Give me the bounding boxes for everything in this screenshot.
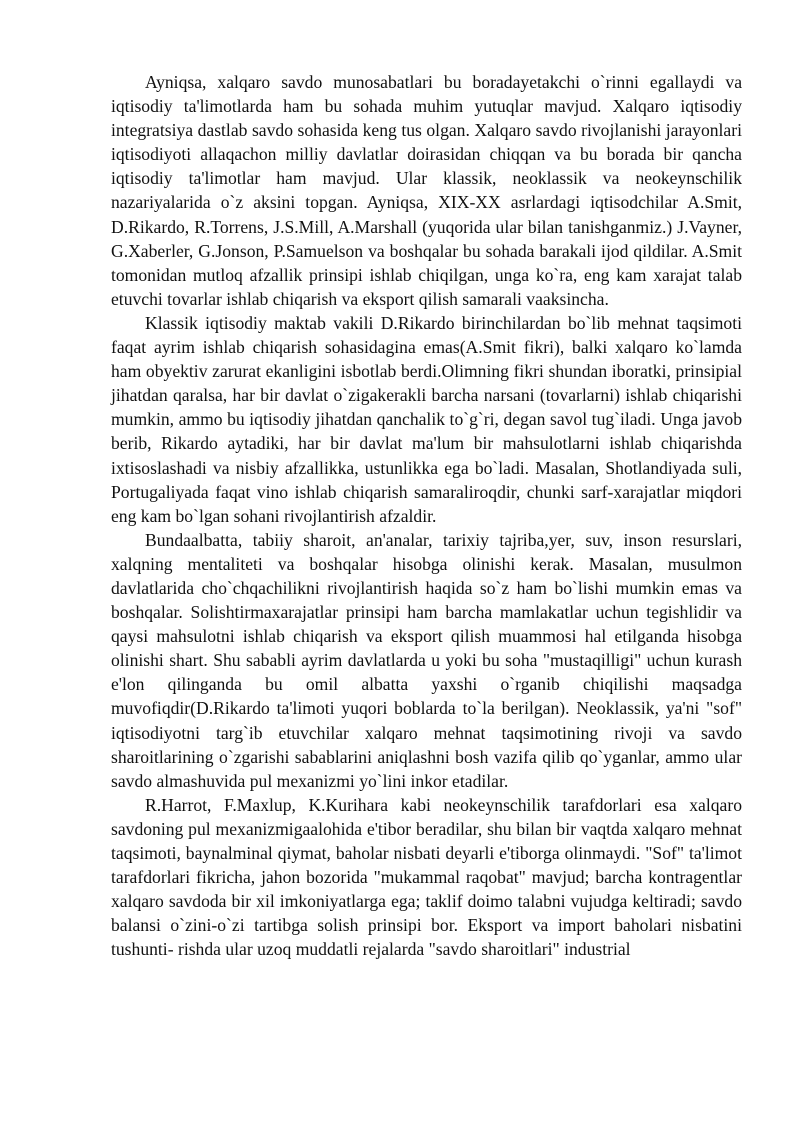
paragraph-1: Ayniqsa, xalqaro savdo munosabatlari bu boradayetakchi o`rinni egallaydi va iqtisodiy ta'limotlarda ham bu sohada muhim yutuqlar mavjud. Xalqaro iqtisodiy integratsiya dastlab savdo sohasida keng tus olgan. Xalqaro savdo rivojlanishi jarayonlari iqtisodiyoti allaqachon milliy davlatlar doirasidan chiqqan va bu borada bir qancha iqtisodiy ta'limotlar ham mavjud. Ular klassik, neoklassik va neokeynschilik nazariyalarida o`z aksini topgan. Ayniqsa, XIX-XX asrlardagi iqtisodchilar A.Smit, D.Rikardo, R.Torrens, J.S.Mill, A.Marshall (yuqorida ular bilan tanishganmiz.) J.Vayner, G.Xaberler, G.Jonson, P.Samuelson va boshqalar bu sohada barakali ijod qildilar. A.Smit tomonidan mutloq afzallik prinsipi ishlab chiqilgan, unga ko`ra, eng kam xarajat talab etuvchi tovarlar ishlab chiqarish va eksport qilish samarali vaaksincha. xyxy=(111,72,742,309)
document-page xyxy=(111,70,742,961)
paragraph-4: R.Harrot, F.Maxlup, K.Kurihara kabi neokeynschilik tarafdorlari esa xalqaro savdoning pul mexanizmigaalohida e'tibor beradilar, shu bilan bir vaqtda xalqaro mehnat taqsimoti, baynalminal qiymat, baholar nisbati deyarli e'tiborga olinmaydi. "Sof" ta'limot tarafdorlari fikricha, jahon bozorida "mukammal raqobat" mavjud; barcha kontragentlar xalqaro savdoda bir xil imkoniyatlarga ega; taklif doimo talabni vujudga keltiradi; savdo balansi o`zini-o`zi tartibga solish prinsipi bor. Eksport va import baholari nisbatini tushunti- rishda ular uzoq muddatli rejalarda "savdo sharoitlari" industrial xyxy=(111,794,742,960)
paragraph-2: Klassik iqtisodiy maktab vakili D.Rikardo birinchilardan bo`lib mehnat taqsimoti faqat ayrim ishlab chiqarish sohasidagina emas(A.Smit fikri), balki xalqaro ko`lamda ham obyektiv zarurat ekanligini isbotlab berdi.Olimning fikri shundan iboratki, prinsipial jihatdan qaralsa, har bir davlat o`zigakerakli barcha narsani (tovarlarni) ishlab chiqarishi mumkin, ammo bu iqtisodiy jihatdan qanchalik to`g`ri, degan savol tug`iladi. Unga javob berib, Rikardo aytadiki, har bir davlat ma'lum bir mahsulotlarni ishlab chiqarishda ixtisoslashadi va nisbiy afzallikka, ustunlikka ega bo`ladi. Masalan, Shotlandiyada suli, Portugaliyada faqat vino ishlab chiqarish samaraliroqdir, chunki sarf-xarajatlar miqdori eng kam bo`lgan sohani rivojlantirish afzaldir. xyxy=(111,312,742,526)
paragraph-3: Bundaalbatta, tabiiy sharoit, an'analar, tarixiy tajriba,yer, suv, inson resurslari, xalqning mentaliteti va boshqalar hisobga olinishi kerak. Masalan, musulmon davlatlarida cho`chqachilikni rivojlantirish haqida so`z ham bo`lishi mumkin emas va boshqalar. Solishtirmaxarajatlar prinsipi ham barcha mamlakatlar uchun tegishlidir va qaysi mahsulotni ishlab chiqarish va eksport qilish muammosi hal etilganda hisobga olinishi shart. Shu sababli ayrim davlatlarda u yoki bu soha "mustaqilligi" uchun kurash e'lon qilinganda bu omil albatta yaxshi o`rganib chiqilishi maqsadga muvofiqdir(D.Rikardo ta'limoti yuqori boblarda to`la berilgan). Neoklassik, ya'ni "sof" iqtisodiyotni targ`ib etuvchilar xalqaro mehnat taqsimotining rivoji va savdo sharoitlarining o`zgarishi sabablarini aniqlashni bosh vazifa qilib qo`yganlar, ammo ular savdo almashuvida pul mexanizmi yo`lini inkor etadilar. xyxy=(111,529,742,791)
